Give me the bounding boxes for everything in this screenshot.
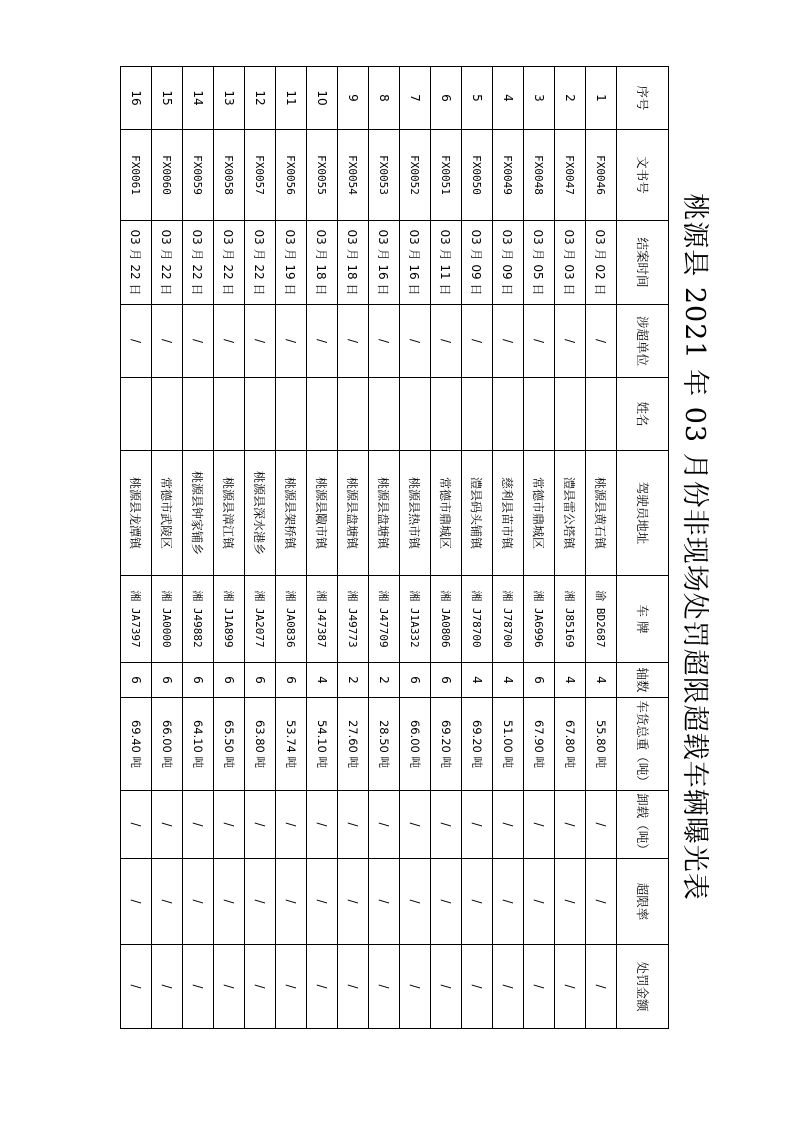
cell-name [369, 378, 400, 451]
cell-close-date: 03 月 22 日 [121, 221, 152, 305]
cell-name [524, 378, 555, 451]
cell-driver-address: 桃源县钟家铺乡 [183, 451, 214, 576]
cell-unit: / [524, 305, 555, 378]
table-row [586, 67, 617, 1029]
cell-doc-no: FX0054 [338, 130, 369, 221]
cell-doc-no: FX0058 [214, 130, 245, 221]
cell-gross-weight: 63.80 吨 [245, 698, 276, 791]
cell-name [245, 378, 276, 451]
cell-doc-no: FX0048 [524, 130, 555, 221]
cell-close-date: 03 月 19 日 [276, 221, 307, 305]
cell-name [431, 378, 462, 451]
cell-overlimit-rate: / [524, 859, 555, 945]
cell-seq: 4 [493, 67, 524, 130]
cell-unloaded: / [555, 791, 586, 859]
table-row [431, 67, 462, 1029]
cell-doc-no: FX0051 [431, 130, 462, 221]
cell-unloaded: / [400, 791, 431, 859]
document-title: 桃源县 2021 年 03 月份非现场处罚超限超载车辆曝光表 [679, 193, 711, 901]
table-row [307, 67, 338, 1029]
cell-gross-weight: 64.10 吨 [183, 698, 214, 791]
cell-unloaded: / [369, 791, 400, 859]
cell-plate: 湘 JA2077 [245, 576, 276, 663]
cell-axles: 4 [307, 663, 338, 698]
cell-driver-address: 桃源县深水港乡 [245, 451, 276, 576]
cell-unit: / [493, 305, 524, 378]
table-row [121, 67, 152, 1029]
cell-name [338, 378, 369, 451]
cell-penalty: / [214, 945, 245, 1029]
cell-axles: 6 [214, 663, 245, 698]
cell-close-date: 03 月 18 日 [338, 221, 369, 305]
cell-close-date: 03 月 22 日 [214, 221, 245, 305]
cell-close-date: 03 月 03 日 [555, 221, 586, 305]
cell-plate: 湘 J47709 [369, 576, 400, 663]
cell-doc-no: FX0052 [400, 130, 431, 221]
table-row [369, 67, 400, 1029]
cell-gross-weight: 55.80 吨 [586, 698, 617, 791]
cell-driver-address: 常德市武陵区 [152, 451, 183, 576]
cell-plate: 湘 J49773 [338, 576, 369, 663]
cell-overlimit-rate: / [586, 859, 617, 945]
cell-unit: / [245, 305, 276, 378]
cell-plate: 渝 BD2687 [586, 576, 617, 663]
cell-penalty: / [183, 945, 214, 1029]
cell-penalty: / [462, 945, 493, 1029]
cell-penalty: / [431, 945, 462, 1029]
cell-seq: 8 [369, 67, 400, 130]
cell-close-date: 03 月 02 日 [586, 221, 617, 305]
cell-axles: 4 [555, 663, 586, 698]
cell-driver-address: 桃源县盘塘镇 [338, 451, 369, 576]
cell-overlimit-rate: / [462, 859, 493, 945]
cell-plate: 湘 J1A899 [214, 576, 245, 663]
cell-plate: 湘 JA6996 [524, 576, 555, 663]
cell-driver-address: 桃源县黄石镇 [586, 451, 617, 576]
cell-unloaded: / [152, 791, 183, 859]
cell-axles: 6 [152, 663, 183, 698]
cell-doc-no: FX0053 [369, 130, 400, 221]
cell-seq: 10 [307, 67, 338, 130]
cell-driver-address: 澧县码头铺镇 [462, 451, 493, 576]
cell-axles: 4 [493, 663, 524, 698]
cell-seq: 7 [400, 67, 431, 130]
cell-close-date: 03 月 18 日 [307, 221, 338, 305]
cell-doc-no: FX0049 [493, 130, 524, 221]
cell-axles: 4 [586, 663, 617, 698]
cell-overlimit-rate: / [276, 859, 307, 945]
table-row [555, 67, 586, 1029]
table-row [276, 67, 307, 1029]
cell-gross-weight: 51.00 吨 [493, 698, 524, 791]
cell-unit: / [214, 305, 245, 378]
cell-unit: / [276, 305, 307, 378]
cell-overlimit-rate: / [214, 859, 245, 945]
cell-driver-address: 桃源县盘塘镇 [369, 451, 400, 576]
cell-overlimit-rate: / [121, 859, 152, 945]
cell-gross-weight: 53.74 吨 [276, 698, 307, 791]
cell-gross-weight: 65.50 吨 [214, 698, 245, 791]
table-row [462, 67, 493, 1029]
cell-penalty: / [152, 945, 183, 1029]
cell-overlimit-rate: / [245, 859, 276, 945]
cell-unloaded: / [276, 791, 307, 859]
cell-penalty: / [245, 945, 276, 1029]
column-header-plate: 车 牌 [617, 576, 669, 663]
cell-overlimit-rate: / [307, 859, 338, 945]
cell-unloaded: / [586, 791, 617, 859]
cell-unit: / [121, 305, 152, 378]
column-header-overlimit-rate: 超限率 [617, 859, 669, 945]
cell-overlimit-rate: / [183, 859, 214, 945]
cell-doc-no: FX0046 [586, 130, 617, 221]
table-row [524, 67, 555, 1029]
table-header-row [617, 67, 669, 1029]
cell-plate: 湘 J78700 [462, 576, 493, 663]
table-row [338, 67, 369, 1029]
cell-name [400, 378, 431, 451]
table-row [245, 67, 276, 1029]
cell-plate: 湘 JA7397 [121, 576, 152, 663]
cell-driver-address: 桃源县龙潭镇 [121, 451, 152, 576]
cell-unloaded: / [245, 791, 276, 859]
column-header-unloaded: 卸载（吨） [617, 791, 669, 859]
cell-penalty: / [524, 945, 555, 1029]
cell-gross-weight: 28.50 吨 [369, 698, 400, 791]
cell-gross-weight: 27.60 吨 [338, 698, 369, 791]
cell-gross-weight: 69.40 吨 [121, 698, 152, 791]
table-row [400, 67, 431, 1029]
cell-name [276, 378, 307, 451]
cell-unloaded: / [431, 791, 462, 859]
cell-unit: / [586, 305, 617, 378]
cell-driver-address: 常德市鼎城区 [524, 451, 555, 576]
cell-plate: 湘 J47387 [307, 576, 338, 663]
cell-seq: 13 [214, 67, 245, 130]
cell-gross-weight: 69.20 吨 [462, 698, 493, 791]
cell-seq: 2 [555, 67, 586, 130]
cell-penalty: / [121, 945, 152, 1029]
cell-gross-weight: 66.00 吨 [400, 698, 431, 791]
cell-axles: 6 [524, 663, 555, 698]
cell-close-date: 03 月 09 日 [493, 221, 524, 305]
table-row [493, 67, 524, 1029]
column-header-seq: 序号 [617, 67, 669, 130]
cell-doc-no: FX0055 [307, 130, 338, 221]
cell-driver-address: 桃源县陬市镇 [307, 451, 338, 576]
cell-penalty: / [555, 945, 586, 1029]
cell-name [152, 378, 183, 451]
cell-overlimit-rate: / [152, 859, 183, 945]
cell-unit: / [307, 305, 338, 378]
cell-penalty: / [400, 945, 431, 1029]
cell-unloaded: / [524, 791, 555, 859]
cell-name [586, 378, 617, 451]
cell-penalty: / [338, 945, 369, 1029]
cell-plate: 湘 J85169 [555, 576, 586, 663]
column-header-name: 姓名 [617, 378, 669, 451]
cell-seq: 3 [524, 67, 555, 130]
cell-axles: 6 [400, 663, 431, 698]
table-body [121, 67, 617, 1029]
cell-driver-address: 常德市鼎城区 [431, 451, 462, 576]
cell-axles: 2 [369, 663, 400, 698]
column-header-unit: 涉超单位 [617, 305, 669, 378]
table-row [214, 67, 245, 1029]
cell-penalty: / [369, 945, 400, 1029]
rotated-document [117, 66, 727, 1028]
cell-close-date: 03 月 22 日 [183, 221, 214, 305]
cell-close-date: 03 月 22 日 [245, 221, 276, 305]
cell-penalty: / [307, 945, 338, 1029]
cell-plate: 湘 J49882 [183, 576, 214, 663]
column-header-axles: 轴数 [617, 663, 669, 698]
cell-overlimit-rate: / [400, 859, 431, 945]
column-header-doc-no: 文书号 [617, 130, 669, 221]
cell-axles: 6 [431, 663, 462, 698]
cell-overlimit-rate: / [369, 859, 400, 945]
cell-doc-no: FX0056 [276, 130, 307, 221]
cell-unit: / [400, 305, 431, 378]
cell-axles: 6 [276, 663, 307, 698]
cell-overlimit-rate: / [338, 859, 369, 945]
cell-doc-no: FX0059 [183, 130, 214, 221]
cell-name [183, 378, 214, 451]
cell-seq: 11 [276, 67, 307, 130]
cell-doc-no: FX0061 [121, 130, 152, 221]
cell-name [307, 378, 338, 451]
cell-gross-weight: 54.10 吨 [307, 698, 338, 791]
cell-seq: 15 [152, 67, 183, 130]
cell-gross-weight: 66.00 吨 [152, 698, 183, 791]
cell-close-date: 03 月 22 日 [152, 221, 183, 305]
cell-plate: 湘 J1A332 [400, 576, 431, 663]
cell-unit: / [462, 305, 493, 378]
cell-overlimit-rate: / [555, 859, 586, 945]
cell-unloaded: / [183, 791, 214, 859]
cell-unit: / [369, 305, 400, 378]
cell-unloaded: / [307, 791, 338, 859]
cell-seq: 14 [183, 67, 214, 130]
cell-overlimit-rate: / [493, 859, 524, 945]
cell-unit: / [431, 305, 462, 378]
cell-driver-address: 桃源县热市镇 [400, 451, 431, 576]
cell-close-date: 03 月 09 日 [462, 221, 493, 305]
column-header-gross-weight: 车货总重（吨） [617, 698, 669, 791]
violations-table [120, 66, 669, 1029]
cell-unit: / [555, 305, 586, 378]
cell-plate: 湘 JA0836 [276, 576, 307, 663]
cell-unit: / [338, 305, 369, 378]
cell-penalty: / [586, 945, 617, 1029]
cell-close-date: 03 月 05 日 [524, 221, 555, 305]
cell-unloaded: / [214, 791, 245, 859]
cell-gross-weight: 67.90 吨 [524, 698, 555, 791]
cell-unloaded: / [462, 791, 493, 859]
column-header-driver-address: 驾驶员地址 [617, 451, 669, 576]
cell-name [121, 378, 152, 451]
cell-driver-address: 慈利县苗市镇 [493, 451, 524, 576]
cell-name [462, 378, 493, 451]
cell-axles: 4 [462, 663, 493, 698]
cell-unloaded: / [493, 791, 524, 859]
table-row [152, 67, 183, 1029]
cell-plate: 湘 JA0806 [431, 576, 462, 663]
cell-penalty: / [276, 945, 307, 1029]
cell-axles: 2 [338, 663, 369, 698]
column-header-penalty: 处罚金额 [617, 945, 669, 1029]
cell-unit: / [183, 305, 214, 378]
cell-unloaded: / [338, 791, 369, 859]
cell-overlimit-rate: / [431, 859, 462, 945]
table-row [183, 67, 214, 1029]
cell-gross-weight: 67.80 吨 [555, 698, 586, 791]
cell-close-date: 03 月 11 日 [431, 221, 462, 305]
cell-driver-address: 澧县雷公塔镇 [555, 451, 586, 576]
cell-plate: 湘 J78700 [493, 576, 524, 663]
cell-name [214, 378, 245, 451]
cell-gross-weight: 69.20 吨 [431, 698, 462, 791]
column-header-close-date: 结案时间 [617, 221, 669, 305]
cell-penalty: / [493, 945, 524, 1029]
cell-driver-address: 桃源县架桥镇 [276, 451, 307, 576]
cell-close-date: 03 月 16 日 [369, 221, 400, 305]
cell-seq: 12 [245, 67, 276, 130]
cell-seq: 16 [121, 67, 152, 130]
cell-unit: / [152, 305, 183, 378]
cell-name [493, 378, 524, 451]
cell-unloaded: / [121, 791, 152, 859]
cell-seq: 6 [431, 67, 462, 130]
cell-seq: 5 [462, 67, 493, 130]
cell-doc-no: FX0050 [462, 130, 493, 221]
cell-axles: 6 [245, 663, 276, 698]
cell-plate: 湘 JA0000 [152, 576, 183, 663]
cell-driver-address: 桃源县漳江镇 [214, 451, 245, 576]
cell-doc-no: FX0047 [555, 130, 586, 221]
cell-doc-no: FX0057 [245, 130, 276, 221]
cell-name [555, 378, 586, 451]
cell-axles: 6 [183, 663, 214, 698]
cell-doc-no: FX0060 [152, 130, 183, 221]
cell-seq: 9 [338, 67, 369, 130]
cell-axles: 6 [121, 663, 152, 698]
cell-close-date: 03 月 16 日 [400, 221, 431, 305]
cell-seq: 1 [586, 67, 617, 130]
